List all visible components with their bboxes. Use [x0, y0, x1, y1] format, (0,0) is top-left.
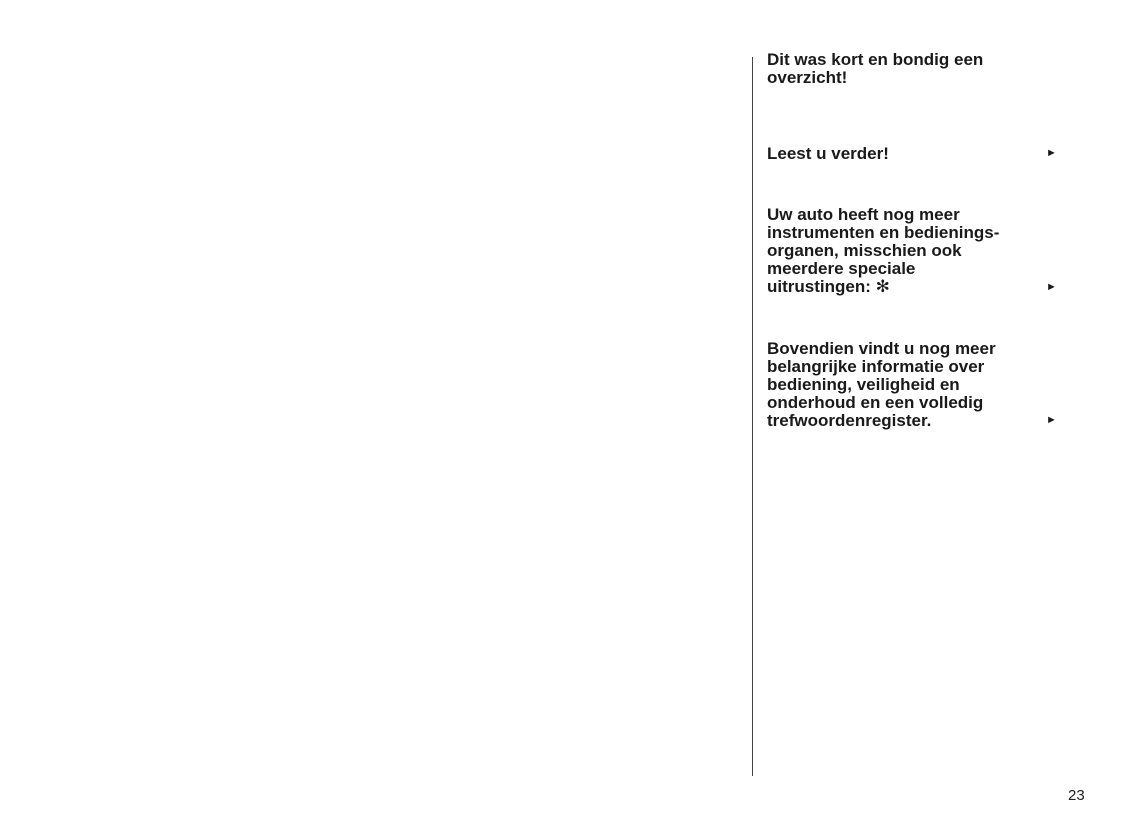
page-number: 23: [1068, 787, 1085, 804]
read-further-arrow-icon: ►: [1046, 147, 1057, 159]
intro-summary-text: Dit was kort en bondig een overzicht!: [767, 50, 984, 87]
column-divider-line: [752, 57, 753, 776]
more-instruments-arrow-icon: ►: [1046, 281, 1057, 293]
additional-info-arrow-icon: ►: [1046, 414, 1057, 426]
read-further-text: Leest u verder!: [767, 144, 889, 163]
more-instruments-text: Uw auto heeft nog meer instrumenten en bedienings- organen, misschien ook meerdere speciale uitrustingen: ✻: [767, 205, 1000, 296]
additional-info-text: Bovendien vindt u nog meer belangrijke informatie over bediening, veiligheid en onderhoud en een volledig trefwoordenregister.: [767, 339, 996, 430]
